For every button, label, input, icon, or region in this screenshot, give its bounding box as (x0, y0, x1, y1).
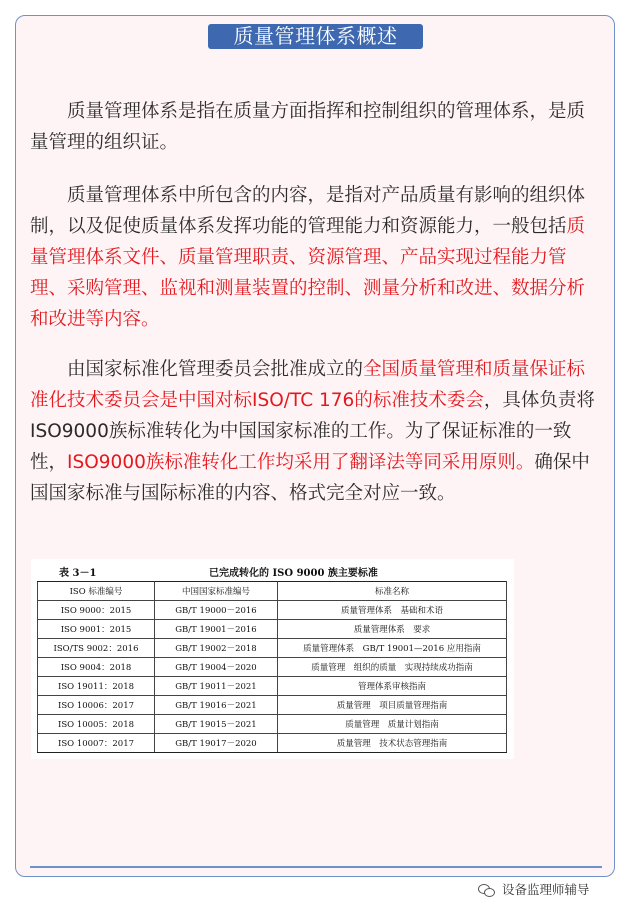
body-text: 由国家标准化管理委员会批准成立的 (67, 359, 364, 380)
cell-iso-number: ISO 9004：2018 (38, 658, 155, 677)
cell-iso-number: ISO 10005：2018 (38, 715, 155, 734)
table-row (38, 620, 507, 639)
cell-standard-name: 质量管理 技术状态管理指南 (278, 734, 507, 753)
cell-iso-number: ISO 10007：2017 (38, 734, 155, 753)
cell-standard-name: 质量管理体系 要求 (278, 620, 507, 639)
table-row (38, 601, 507, 620)
highlight-text: ISO9000族标准转化工作均采用了翻译法等同采用原则。 (67, 452, 535, 473)
header-standard-name: 标准名称 (278, 582, 507, 601)
wechat-icon (478, 884, 496, 898)
cell-iso-number: ISO 19011：2018 (38, 677, 155, 696)
cell-standard-name: 质量管理 质量计划指南 (278, 715, 507, 734)
table-row (38, 715, 507, 734)
cell-gb-number: GB/T 19011－2021 (155, 677, 278, 696)
table-caption: 表 3－1 (59, 568, 97, 579)
paragraph-standardization (30, 354, 596, 509)
cell-gb-number: GB/T 19001－2016 (155, 620, 278, 639)
body-text: 质量管理体系中所包含的内容，是指 (67, 185, 364, 206)
cell-standard-name: 质量管理 组织的质量 实现持续成功指南 (278, 658, 507, 677)
cell-gb-number: GB/T 19015－2021 (155, 715, 278, 734)
cell-standard-name: 质量管理体系 GB/T 19001—2016 应用指南 (278, 639, 507, 658)
highlight-text: 全国质量管理和质量保证标准化技术委员会是中国对标ISO/TC 176的标准技术委会 (30, 359, 586, 411)
table-header-row (38, 582, 507, 601)
table-body (38, 601, 507, 753)
page-title: 质量管理体系概述 (208, 24, 423, 49)
paragraph-definition (30, 96, 596, 158)
standards-table (37, 581, 507, 753)
cell-gb-number: GB/T 19017－2020 (155, 734, 278, 753)
table-row (38, 696, 507, 715)
footer-brand-label: 设备监理师辅导 (502, 882, 590, 897)
highlight-text: 质量管理体系文件、质量管理职责、资源管理、产品实现过程能力管理、采购管理、监视和测量装置的控制、测量分析和改进、数据分析和改进等内容。 (30, 216, 586, 330)
cell-gb-number: GB/T 19002－2018 (155, 639, 278, 658)
table-row (38, 677, 507, 696)
cell-iso-number: ISO/TS 9002：2016 (38, 639, 155, 658)
table-row (38, 734, 507, 753)
cell-standard-name: 质量管理体系 基础和术语 (278, 601, 507, 620)
table-title: 已完成转化的 ISO 9000 族主要标准 (209, 568, 378, 579)
body-text: ，以及促使质量体系发挥功能的管理能力和资源能力，一般包括 (48, 216, 567, 237)
cell-iso-number: ISO 9001：2015 (38, 620, 155, 639)
body-text: 质量管理体系是指在质量方面指挥和控制组织的管理体系，是质量管理的组织证。 (30, 101, 586, 153)
footer-brand[interactable] (478, 880, 590, 900)
table-row (38, 658, 507, 677)
footer-divider (30, 866, 602, 868)
header-iso-number: ISO 标准编号 (38, 582, 155, 601)
body-text: 确保中国国家标准与国际标准的内容、格式完全对应一致。 (30, 452, 590, 504)
cell-gb-number: GB/T 19004－2020 (155, 658, 278, 677)
body-text: ，具体负责将ISO9000族标准转化为中国国家标准的工作。为了保证标准的一致性， (30, 390, 595, 473)
cell-iso-number: ISO 9000：2015 (38, 601, 155, 620)
body-text: 对产品质量有影响的组织体制 (30, 185, 586, 237)
cell-iso-number: ISO 10006：2017 (38, 696, 155, 715)
header-gb-number: 中国国家标准编号 (155, 582, 278, 601)
paragraph-contents (30, 180, 596, 335)
standards-table-figure (31, 559, 514, 759)
cell-standard-name: 质量管理 项目质量管理指南 (278, 696, 507, 715)
table-row (38, 639, 507, 658)
cell-gb-number: GB/T 19016－2021 (155, 696, 278, 715)
cell-standard-name: 管理体系审核指南 (278, 677, 507, 696)
cell-gb-number: GB/T 19000－2016 (155, 601, 278, 620)
